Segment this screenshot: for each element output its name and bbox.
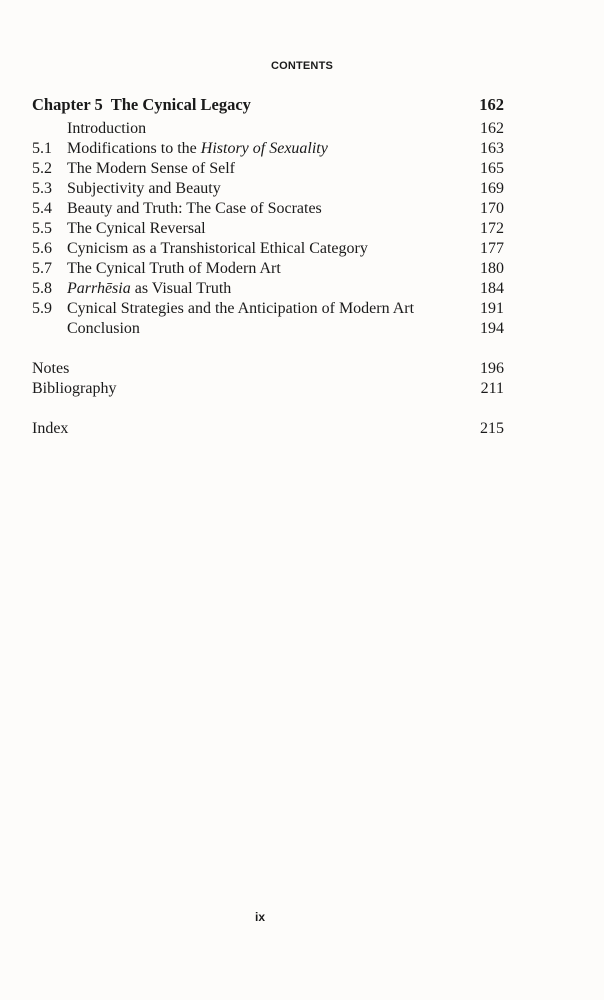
section-title: Subjectivity and Beauty	[67, 180, 221, 197]
backmatter-title: Notes	[32, 360, 70, 377]
section-number: 5.1	[32, 140, 52, 157]
section-number: 5.6	[32, 240, 52, 257]
section-title: Cynicism as a Transhistorical Ethical Category	[67, 240, 368, 257]
section-title: The Cynical Truth of Modern Art	[67, 260, 281, 277]
section-page: 180	[480, 260, 504, 277]
italic-title: History of Sexuality	[200, 140, 328, 157]
section-number: 5.8	[32, 280, 52, 297]
section-title: Parrhēsia as Visual Truth	[67, 280, 232, 297]
backmatter-page: 211	[480, 380, 504, 397]
toc-entry	[32, 159, 504, 179]
backmatter-title: Index	[32, 420, 69, 437]
backmatter-page: 215	[480, 420, 504, 437]
section-page: 165	[480, 160, 504, 177]
toc-entry	[32, 119, 504, 139]
table-of-contents	[32, 94, 504, 439]
section-number: 5.3	[32, 180, 52, 197]
spacer	[32, 399, 504, 419]
toc-backmatter-index	[32, 419, 504, 439]
section-page: 172	[480, 220, 504, 237]
toc-entry	[32, 279, 504, 299]
section-number: 5.5	[32, 220, 52, 237]
running-head: CONTENTS	[270, 60, 334, 72]
backmatter-page: 196	[480, 360, 504, 377]
chapter-page: 162	[479, 95, 504, 114]
toc-entry	[32, 179, 504, 199]
toc-entry	[32, 239, 504, 259]
toc-entry	[32, 319, 504, 339]
toc-entry	[32, 259, 504, 279]
page-folio: ix	[254, 910, 265, 924]
section-number: 5.2	[32, 160, 52, 177]
section-number: 5.4	[32, 200, 52, 217]
section-page: 194	[480, 320, 504, 337]
section-title: Beauty and Truth: The Case of Socrates	[67, 200, 322, 217]
toc-chapter-entry	[32, 94, 504, 118]
section-title: Modifications to the History of Sexuality	[67, 140, 328, 157]
toc-entry	[32, 219, 504, 239]
toc-entry	[32, 199, 504, 219]
section-page: 163	[480, 140, 504, 157]
section-title: The Cynical Reversal	[67, 220, 206, 237]
toc-backmatter-bibliography	[32, 379, 504, 399]
spacer	[32, 339, 504, 359]
section-page: 191	[480, 300, 504, 317]
section-title: Conclusion	[67, 320, 140, 337]
section-number: 5.7	[32, 260, 52, 277]
section-title: The Modern Sense of Self	[67, 160, 235, 177]
section-title: Introduction	[67, 120, 147, 137]
toc-backmatter-notes	[32, 359, 504, 379]
italic-title: Parrhēsia	[67, 280, 131, 297]
toc-entry	[32, 139, 504, 159]
section-page: 169	[480, 180, 504, 197]
section-page: 162	[480, 120, 504, 137]
section-page: 177	[480, 240, 504, 257]
section-number: 5.9	[32, 300, 52, 317]
section-title: Cynical Strategies and the Anticipation of Modern Art	[67, 300, 415, 317]
chapter-title: Chapter 5 The Cynical Legacy	[32, 95, 251, 114]
section-page: 184	[480, 280, 504, 297]
section-page: 170	[480, 200, 504, 217]
backmatter-title: Bibliography	[32, 380, 117, 397]
toc-entry	[32, 299, 504, 319]
